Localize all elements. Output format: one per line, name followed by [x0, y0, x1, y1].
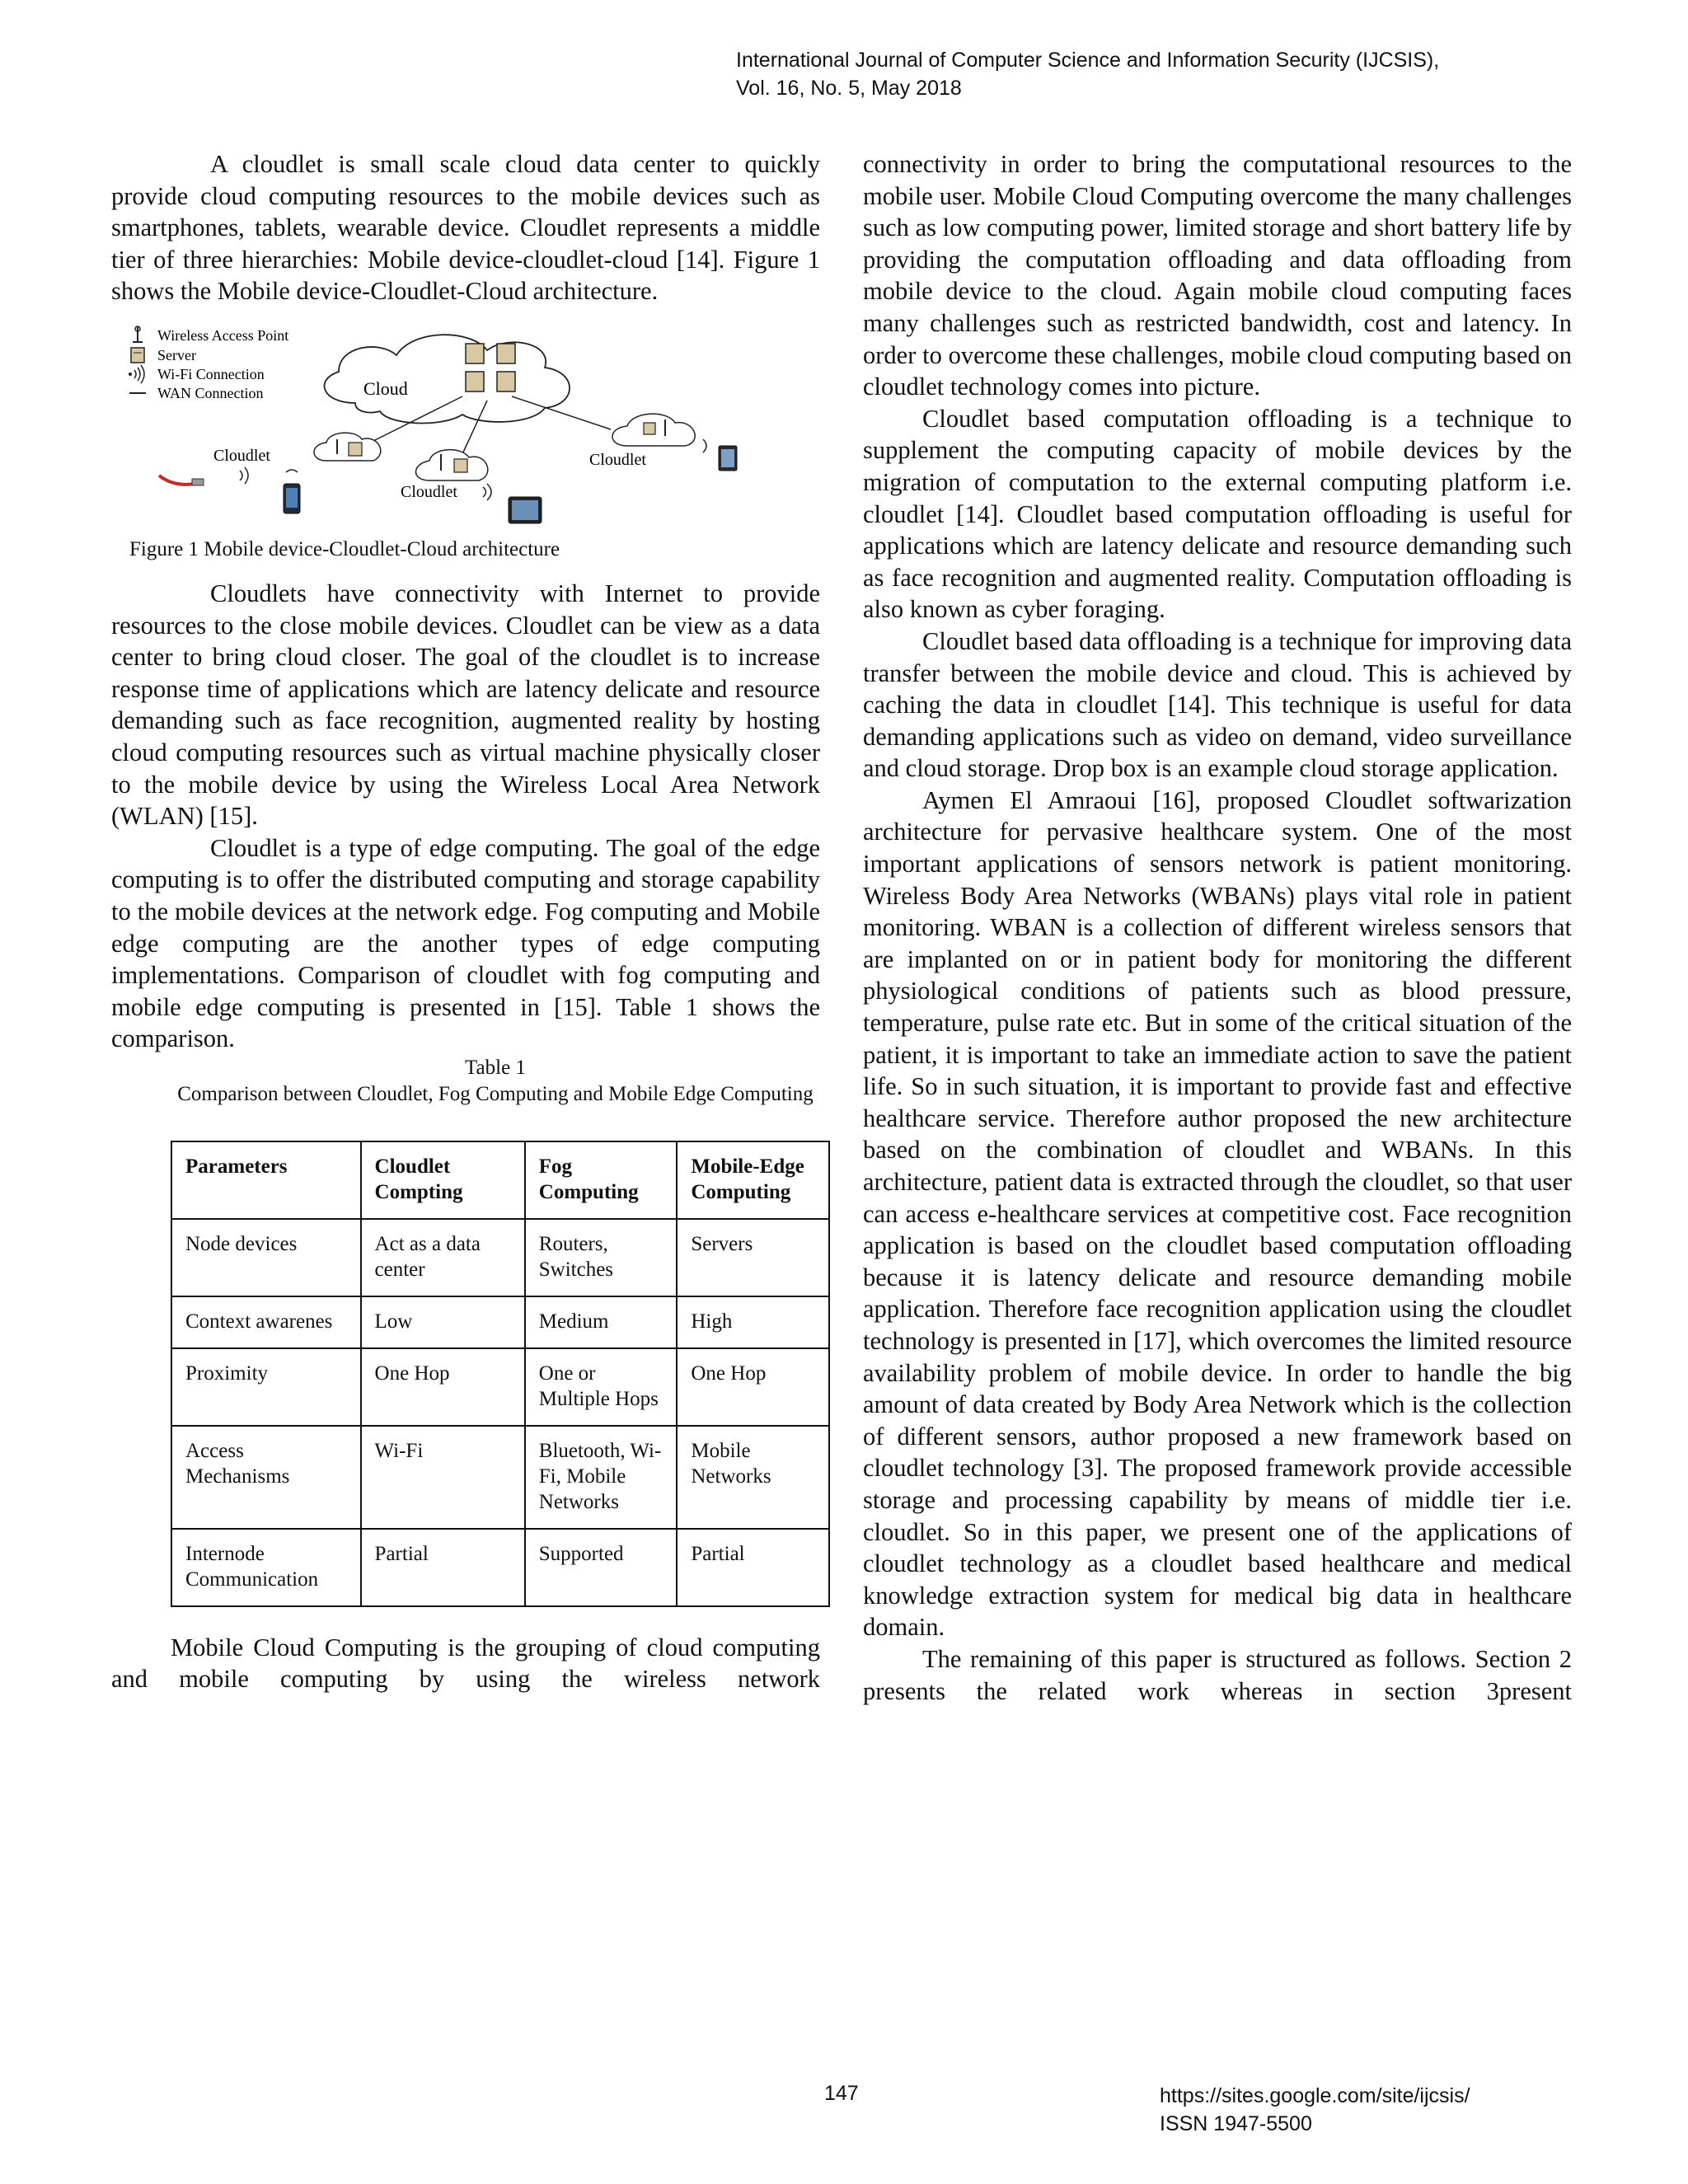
left-paragraph-4: Mobile Cloud Computing is the grouping of cloud computing and mobile computing by using the wireless network	[111, 1633, 820, 1694]
right-column	[863, 148, 1572, 1707]
table-cell: Low	[361, 1296, 525, 1348]
table-cell: Routers, Switches	[525, 1219, 678, 1296]
wifi-signal-right-icon	[703, 439, 706, 452]
mobile-device-right-icon	[719, 446, 737, 471]
comparison-table	[171, 1141, 830, 1607]
legend-wap-icon	[133, 326, 143, 342]
journal-header	[736, 46, 1439, 102]
table-cell: High	[677, 1296, 829, 1348]
wifi-signal-mid-icon	[483, 484, 491, 500]
table-cell: Medium	[525, 1296, 678, 1348]
legend-wan-label: WAN Connection	[157, 384, 264, 401]
table-cell: Partial	[677, 1529, 829, 1606]
table-header-cell: Mobile-Edge Computing	[677, 1141, 829, 1219]
tablet-icon	[509, 497, 542, 523]
table-cell: Supported	[525, 1529, 678, 1606]
smartphone-icon	[284, 484, 300, 513]
table-cell: One Hop	[677, 1348, 829, 1426]
legend-wifi-label: Wi-Fi Connection	[157, 365, 265, 382]
table-cell: One Hop	[361, 1348, 525, 1426]
table-row	[171, 1426, 829, 1529]
table-cell: Context awarenes	[171, 1296, 361, 1348]
cloudlet-mid-shape	[416, 450, 488, 480]
journal-header-line1: International Journal of Computer Science and Information Security (IJCSIS),	[736, 49, 1440, 72]
right-paragraph-3: Cloudlet based data offloading is a technique for improving data transfer between the mobile device and cloud. This is achieved by caching the data in cloudlet [14]. This technique is useful for data demanding applications such as video on demand, video surveillance and cloud storage. Drop box is an example cloud storage application.	[863, 626, 1572, 783]
table-header-cell: Cloudlet Compting	[361, 1141, 525, 1219]
cloudlet-mid-label: Cloudlet	[401, 482, 457, 501]
figure-1-svg	[116, 322, 751, 528]
journal-footer	[1160, 2082, 1470, 2138]
figure-1-caption: Figure 1 Mobile device-Cloudlet-Cloud architecture	[129, 537, 560, 560]
table-cell: Internode Communication	[171, 1529, 361, 1606]
table-cell: Mobile Networks	[677, 1426, 829, 1529]
table-row	[171, 1219, 829, 1296]
table-header-cell: Fog Computing	[525, 1141, 678, 1219]
cloudlet-left-shape	[314, 433, 381, 461]
journal-url: https://sites.google.com/site/ijcsis/	[1160, 2084, 1470, 2107]
table-cell: Node devices	[171, 1219, 361, 1296]
cloud-label: Cloud	[363, 377, 408, 399]
left-paragraph-2: Cloudlets have connectivity with Internet to provide resources to the close mobile devices. Cloudlet can be view as a data center to bring cloud closer. The goal of the cloudlet is to increase response time of applications which are latency delicate and resource demanding such as face recognition, augmented reality by hosting cloud computing resources such as virtual machine physically closer to the mobile device by using the Wireless Local Area Network (WLAN) [15].	[111, 579, 820, 831]
table-row	[171, 1296, 829, 1348]
page-number: 147	[824, 2082, 859, 2105]
smart-glasses-icon	[159, 476, 204, 485]
table-cell: Access Mechanisms	[171, 1426, 361, 1529]
table-1-title: Table 1	[465, 1056, 526, 1079]
journal-issn: ISSN 1947-5500	[1160, 2112, 1312, 2135]
table-row	[171, 1348, 829, 1426]
table-cell: One or Multiple Hops	[525, 1348, 678, 1426]
right-paragraph-2: Cloudlet based computation offloading is a technique to supplement the computing capacity of mobile devices by the migration of computation to the external computing platform i.e. cloudlet [14]. Cloudlet based computation offloading is useful for applications which are latency delicate and resource demanding such as face recognition and augmented reality. Computation offloading is also known as cyber foraging.	[863, 404, 1572, 624]
legend-wap-label: Wireless Access Point	[157, 326, 289, 344]
wifi-signal-phone-icon	[286, 470, 298, 472]
left-paragraph-1: A cloudlet is small scale cloud data center to quickly provide cloud computing resources to the mobile devices such as smartphones, tablets, wearable device. Cloudlet represents a middle tier of three hierarchies: Mobile device-cloudlet-cloud [14]. Figure 1 shows the Mobile device-Cloudlet-Cloud architecture.	[111, 150, 820, 306]
left-paragraph-3: Cloudlet is a type of edge computing. The goal of the edge computing is to offer the distributed computing and storage capability to the mobile devices at the network edge. Fog computing and Mobile edge computing are the another types of edge computing implementations. Comparison of cloudlet with fog computing and mobile edge computing is presented in [15]. Table 1 shows the comparison.	[111, 833, 820, 1053]
right-paragraph-4: Aymen El Amraoui [16], proposed Cloudlet softwarization architecture for pervasive healthcare system. One of the most important applications of sensors network is patient monitoring. Wireless Body Area Networks (WBANs) plays vital role in patient monitoring. WBAN is a collection of different wireless sensors that are implanted on or in patient body for monitoring the different physiological conditions of patients such as blood pressure, temperature, pulse rate etc. But in some of the critical situation of the patient, it is important to take an immediate action to save the patient life. So in such situation, it is important to provide fast and effective healthcare service. Therefore author proposed the new architecture based on the combination of cloudlet and WBANs. In this architecture, patient data is extracted through the cloudlet, so that user can access e-healthcare services at competitive cost. Face recognition application is based on the cloudlet based computation offloading because it is latency delicate and resource demanding mobile application. Therefore face recognition application using the cloudlet technology is presented in [17], which overcomes the limited resource availability problem of mobile device. In order to handle the big amount of data created by Body Area Network which is the collection of different sensors, author proposed a new framework based on cloudlet technology [3]. The proposed framework provide accessible storage and processing capability by means of middle tier i.e. cloudlet. So in this paper, we present one of the applications of cloudlet technology as a cloudlet based healthcare and medical knowledge extraction system for medical big data in healthcare domain.	[863, 785, 1572, 1642]
wifi-signal-left-icon	[240, 467, 248, 484]
legend-server-icon	[131, 348, 144, 363]
left-column	[111, 148, 820, 1695]
table-row	[171, 1529, 829, 1606]
table-header-row	[171, 1141, 829, 1219]
table-cell: Servers	[677, 1219, 829, 1296]
cloudlet-left-label: Cloudlet	[213, 446, 270, 465]
cloudlet-right-label: Cloudlet	[589, 450, 646, 469]
figure-1-diagram	[116, 322, 751, 528]
table-cell: Proximity	[171, 1348, 361, 1426]
journal-header-line2: Vol. 16, No. 5, May 2018	[736, 77, 962, 100]
table-cell: Bluetooth, Wi-Fi, Mobile Networks	[525, 1426, 678, 1529]
main-cloud-shape	[325, 335, 570, 423]
table-1-caption: Comparison between Cloudlet, Fog Computing and Mobile Edge Computing	[177, 1082, 814, 1105]
legend-server-label: Server	[157, 346, 196, 363]
table-cell: Partial	[361, 1529, 525, 1606]
table-cell: Wi-Fi	[361, 1426, 525, 1529]
table-header-cell: Parameters	[171, 1141, 361, 1219]
right-paragraph-1: connectivity in order to bring the computational resources to the mobile user. Mobile Cloud Computing overcome the many challenges such as low computing power, limited storage and short battery life by providing the computation offloading and data offloading from mobile device to the cloud. Again mobile cloud computing faces many challenges such as restricted bandwidth, cost and latency. In order to overcome these challenges, mobile cloud computing based on cloudlet technology comes into picture.	[863, 150, 1572, 401]
right-paragraph-5: The remaining of this paper is structured as follows. Section 2 presents the related work whereas in section 3present	[863, 1644, 1572, 1705]
table-cell: Act as a data center	[361, 1219, 525, 1296]
legend-wifi-icon	[129, 365, 144, 383]
